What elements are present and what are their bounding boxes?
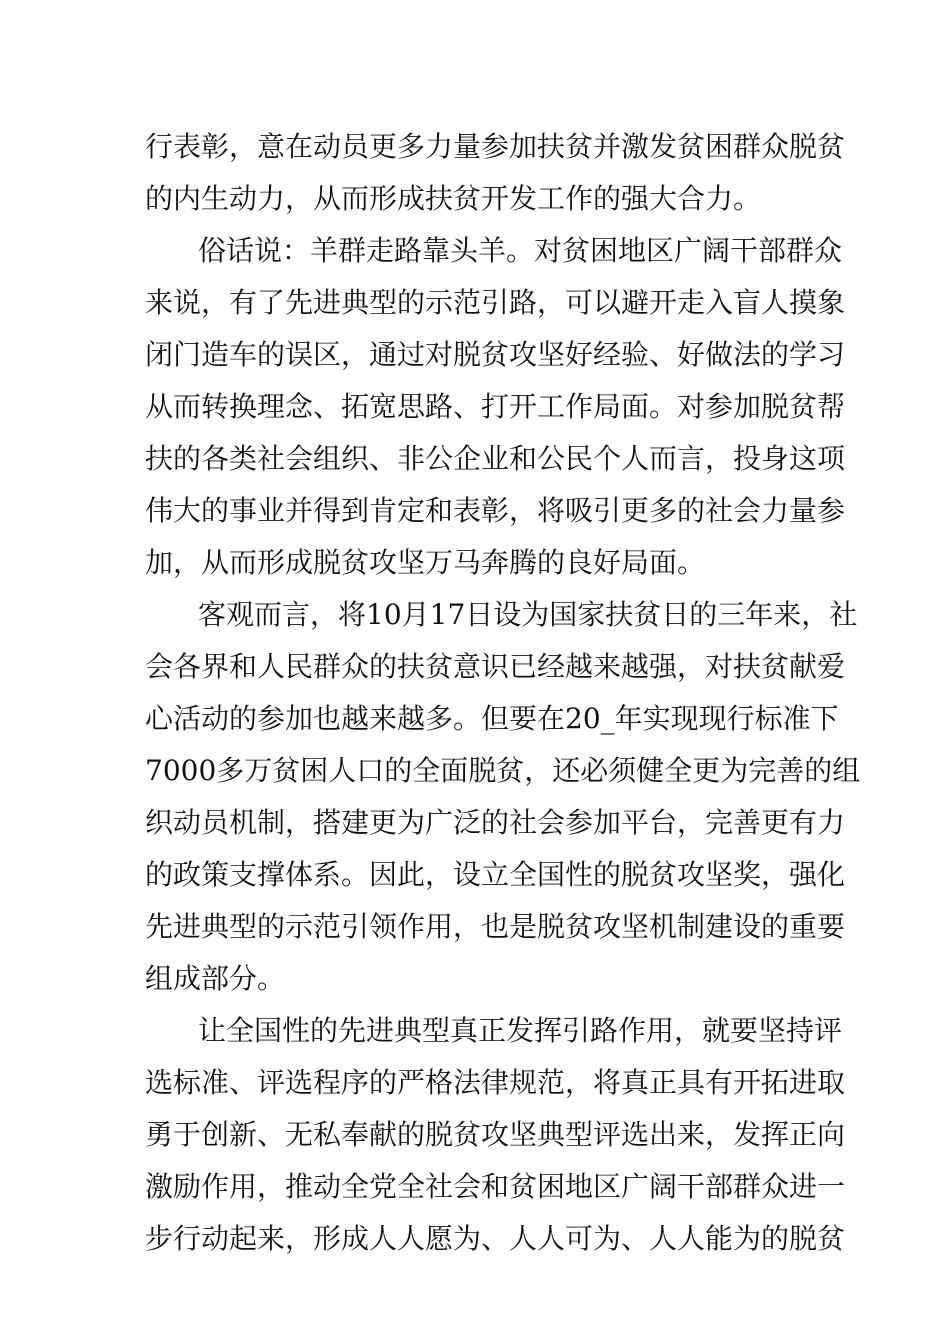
text-line: 让全国性的先进典型真正发挥引路作用，就要坚持评 bbox=[198, 1014, 843, 1047]
text-line: 先进典型的示范引领作用，也是脱贫攻坚机制建设的重要 bbox=[145, 910, 846, 943]
text-line: 心活动的参加也越来越多。但要在20_年实现现行标准下 bbox=[145, 702, 839, 735]
text-line: 步行动起来，形成人人愿为、人人可为、人人能为的脱贫 bbox=[145, 1222, 846, 1255]
text-line: 行表彰，意在动员更多力量参加扶贫并激发贫困群众脱贫 bbox=[145, 130, 846, 163]
text-line: 的内生动力，从而形成扶贫开发工作的强大合力。 bbox=[145, 182, 762, 215]
text-line: 俗话说：羊群走路靠头羊。对贫困地区广阔干部群众 bbox=[198, 234, 843, 267]
text-line: 扶的各类社会组织、非公企业和公民个人而言，投身这项 bbox=[145, 442, 846, 475]
text-line: 会各界和人民群众的扶贫意识已经越来越强，对扶贫献爱 bbox=[145, 650, 846, 683]
text-line: 选标准、评选程序的严格法律规范，将真正具有开拓进取 bbox=[145, 1066, 846, 1099]
text-line: 加，从而形成脱贫攻坚万马奔腾的良好局面。 bbox=[145, 546, 706, 579]
text-line: 来说，有了先进典型的示范引路，可以避开走入盲人摸象 bbox=[145, 286, 846, 319]
text-line: 闭门造车的误区，通过对脱贫攻坚好经验、好做法的学习 bbox=[145, 338, 846, 371]
text-line: 从而转换理念、拓宽思路、打开工作局面。对参加脱贫帮 bbox=[145, 390, 846, 423]
text-line: 激励作用，推动全党全社会和贫困地区广阔干部群众进一 bbox=[145, 1170, 846, 1203]
text-line: 组成部分。 bbox=[145, 962, 286, 995]
text-line: 勇于创新、无私奉献的脱贫攻坚典型评选出来，发挥正向 bbox=[145, 1118, 846, 1151]
text-line: 客观而言，将10月17日设为国家扶贫日的三年来，社 bbox=[198, 598, 858, 631]
text-line: 伟大的事业并得到肯定和表彰，将吸引更多的社会力量参 bbox=[145, 494, 846, 527]
text-line: 的政策支撑体系。因此，设立全国性的脱贫攻坚奖，强化 bbox=[145, 858, 846, 891]
text-line: 7000多万贫困人口的全面脱贫，还必须健全更为完善的组 bbox=[145, 754, 861, 787]
text-line: 织动员机制，搭建更为广泛的社会参加平台，完善更有力 bbox=[145, 806, 846, 839]
